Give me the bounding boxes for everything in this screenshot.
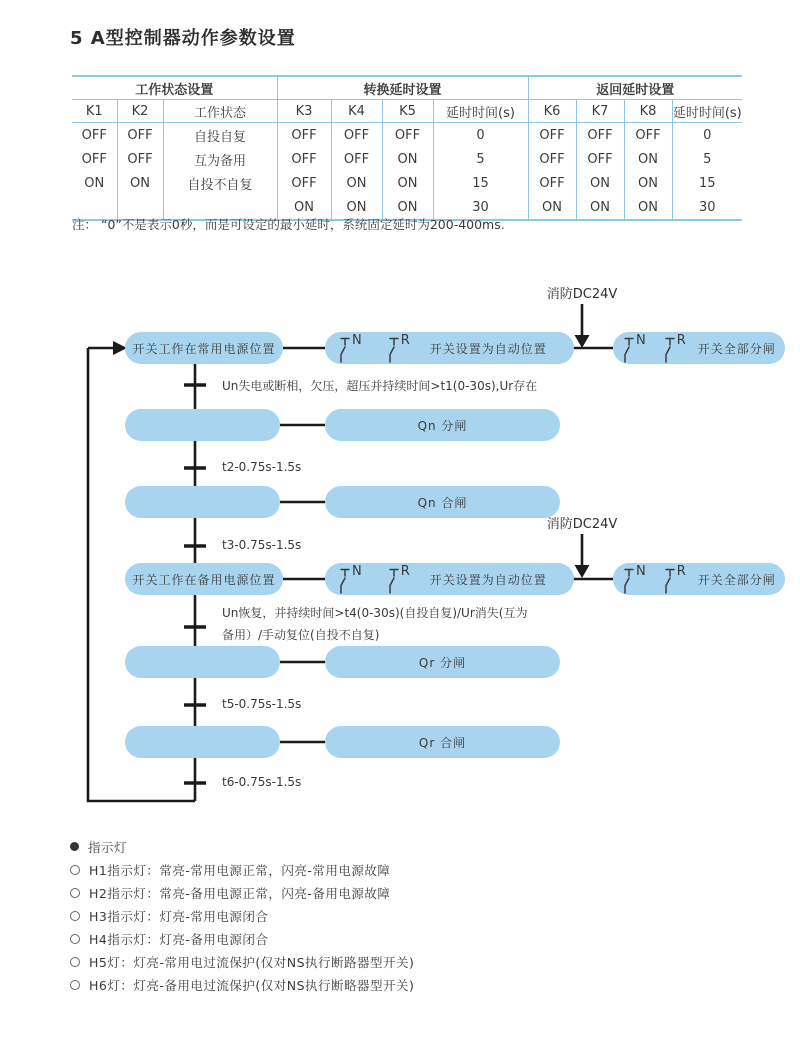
- indicator-heading: [70, 835, 414, 858]
- cell: ON: [624, 171, 672, 195]
- state-pill-all-open: [613, 563, 785, 595]
- pill-label: 开关设置为自动位置: [429, 341, 547, 356]
- switch-symbol-icon: [388, 568, 400, 594]
- cell: ON: [117, 171, 163, 195]
- cell: ON: [382, 195, 433, 220]
- cell: OFF: [81, 151, 107, 167]
- cell: 自投不自复: [163, 171, 277, 195]
- state-pill-auto-position: [325, 332, 574, 364]
- cell: 互为备用: [163, 147, 277, 171]
- col-k7: K7: [576, 100, 624, 123]
- switch-r-label: R: [676, 563, 686, 579]
- section-work-state: 工作状态设置: [72, 76, 277, 100]
- transition-t6-label: t6-0.75s-1.5s: [222, 775, 302, 789]
- switch-symbol-icon: [623, 568, 635, 594]
- step-pill: [125, 409, 280, 441]
- cell: ON: [528, 195, 576, 220]
- indicator-item-h6: [70, 973, 414, 996]
- state-pill-work-normal: 开关工作在常用电源位置: [125, 332, 283, 364]
- cell: OFF: [277, 147, 331, 171]
- hollow-bullet-icon: [70, 911, 80, 921]
- col-k5: K5: [382, 100, 433, 123]
- switch-symbol-icon: [664, 337, 676, 363]
- hollow-bullet-icon: [70, 865, 80, 875]
- indicator-item-h5: [70, 950, 414, 973]
- cell: 15: [672, 171, 742, 195]
- step-pill: [125, 646, 280, 678]
- col-k8: K8: [624, 100, 672, 123]
- cell: ON: [331, 195, 382, 220]
- cell: OFF: [528, 123, 576, 148]
- action-pill-qn-close: Qn 合闸: [325, 486, 560, 518]
- switch-n: [339, 565, 362, 594]
- switch-symbol-icon: [339, 337, 351, 363]
- indicator-item-h2: [70, 881, 414, 904]
- cell: OFF: [331, 123, 382, 148]
- cell: OFF: [331, 147, 382, 171]
- cell: OFF: [117, 123, 163, 148]
- cell: ON: [624, 147, 672, 171]
- indicator-item-label: H2指示灯：常亮-备用电源正常，闪亮-备用电源故障: [89, 885, 391, 901]
- switch-symbol-icon: [339, 568, 351, 594]
- fire-dc24v-label: 消防DC24V: [546, 287, 618, 302]
- indicator-item-h1: [70, 858, 414, 881]
- switch-n-label: N: [352, 332, 362, 348]
- page-title: 5 A型控制器动作参数设置: [70, 28, 296, 49]
- col-k2: K2: [117, 100, 163, 123]
- table-note: 注： “0”不是表示0秒，而是可设定的最小延时，系统固定延时为200-400ms.: [72, 217, 505, 232]
- state-pill-auto-position: [325, 563, 574, 595]
- switch-r: [388, 334, 410, 363]
- cell: OFF: [528, 147, 576, 171]
- indicator-item-label: H6灯：灯亮-备用电过流保护(仅对NS执行断略器型开关): [89, 977, 415, 993]
- transition-t4-label-line1: Un恢复，并持续时间>t4(0-30s)(自投自复)/Ur消失(互为: [222, 606, 528, 620]
- cell: 0: [433, 123, 528, 148]
- cell: 30: [672, 195, 742, 220]
- indicator-item-h3: [70, 904, 414, 927]
- filled-bullet-icon: [70, 842, 79, 851]
- hollow-bullet-icon: [70, 888, 80, 898]
- cell: OFF: [277, 123, 331, 148]
- cell: ON: [624, 195, 672, 220]
- transition-t1-label: Un失电或断相，欠压，超压并持续时间>t1(0-30s),Ur存在: [222, 379, 538, 393]
- cell: ON: [84, 175, 105, 191]
- pill-label: 开关全部分闸: [697, 341, 776, 356]
- switch-r-label: R: [400, 563, 410, 579]
- state-pill-all-open: [613, 332, 785, 364]
- cell: OFF: [81, 127, 107, 143]
- switch-r: [388, 565, 410, 594]
- step-pill: [125, 726, 280, 758]
- switch-n: [623, 334, 646, 363]
- indicator-heading-label: 指示灯: [88, 839, 128, 855]
- indicator-section: [70, 835, 414, 996]
- cell: OFF: [576, 147, 624, 171]
- switch-r-label: R: [400, 332, 410, 348]
- pill-label: 开关设置为自动位置: [429, 572, 547, 587]
- hollow-bullet-icon: [70, 934, 80, 944]
- indicator-item-label: H1指示灯：常亮-常用电源正常，闪亮-常用电源故障: [89, 862, 391, 878]
- action-pill-qr-open: Qr 分闸: [325, 646, 560, 678]
- switch-symbol-icon: [623, 337, 635, 363]
- action-pill-qr-close: Qr 合闸: [325, 726, 560, 758]
- col-delay-1: 延时时间(s): [433, 100, 528, 123]
- switch-n-label: N: [636, 332, 646, 348]
- section-return-delay: 返回延时设置: [528, 76, 742, 100]
- fire-dc24v-label: 消防DC24V: [546, 517, 618, 532]
- col-k1: K1: [72, 100, 117, 123]
- state-pill-work-reserve: 开关工作在备用电源位置: [125, 563, 283, 595]
- hollow-bullet-icon: [70, 957, 80, 967]
- indicator-item-h4: [70, 927, 414, 950]
- cell: OFF: [576, 123, 624, 148]
- cell: OFF: [277, 171, 331, 195]
- cell: OFF: [624, 123, 672, 148]
- switch-n: [623, 565, 646, 594]
- section-transfer-delay: 转换延时设置: [277, 76, 528, 100]
- cell: ON: [576, 171, 624, 195]
- cell: 0: [672, 123, 742, 148]
- cell: ON: [576, 195, 624, 220]
- switch-n-label: N: [352, 563, 362, 579]
- cell: 5: [672, 147, 742, 171]
- cell: 自投自复: [163, 123, 277, 148]
- cell: 5: [433, 147, 528, 171]
- indicator-item-label: H3指示灯：灯亮-常用电源闭合: [89, 908, 269, 924]
- cell: ON: [277, 195, 331, 220]
- pill-label: 开关全部分闸: [697, 572, 776, 587]
- col-work-state: 工作状态: [163, 100, 277, 123]
- switch-n-label: N: [636, 563, 646, 579]
- cell: 15: [433, 171, 528, 195]
- cell: ON: [382, 171, 433, 195]
- cell: OFF: [528, 171, 576, 195]
- transition-t5-label: t5-0.75s-1.5s: [222, 697, 302, 711]
- cell: OFF: [382, 123, 433, 148]
- col-delay-2: 延时时间(s): [672, 100, 742, 123]
- action-pill-qn-open: Qn 分闸: [325, 409, 560, 441]
- indicator-item-label: H5灯：灯亮-常用电过流保护(仅对NS执行断路器型开关): [89, 954, 415, 970]
- cell: OFF: [117, 147, 163, 171]
- col-k6: K6: [528, 100, 576, 123]
- switch-r: [664, 334, 686, 363]
- switch-n: [339, 334, 362, 363]
- transition-t2-label: t2-0.75s-1.5s: [222, 460, 302, 474]
- indicator-item-label: H4指示灯：灯亮-备用电源闭合: [89, 931, 269, 947]
- cell: 30: [433, 195, 528, 220]
- switch-r: [664, 565, 686, 594]
- switch-symbol-icon: [388, 337, 400, 363]
- switch-r-label: R: [676, 332, 686, 348]
- hollow-bullet-icon: [70, 980, 80, 990]
- cell: ON: [331, 171, 382, 195]
- cell: ON: [382, 147, 433, 171]
- step-pill: [125, 486, 280, 518]
- col-k4: K4: [331, 100, 382, 123]
- switch-symbol-icon: [664, 568, 676, 594]
- col-k3: K3: [277, 100, 331, 123]
- transition-t4-label-line2: 备用）/手动复位(自投不自复): [222, 628, 380, 642]
- transition-t3-label: t3-0.75s-1.5s: [222, 538, 302, 552]
